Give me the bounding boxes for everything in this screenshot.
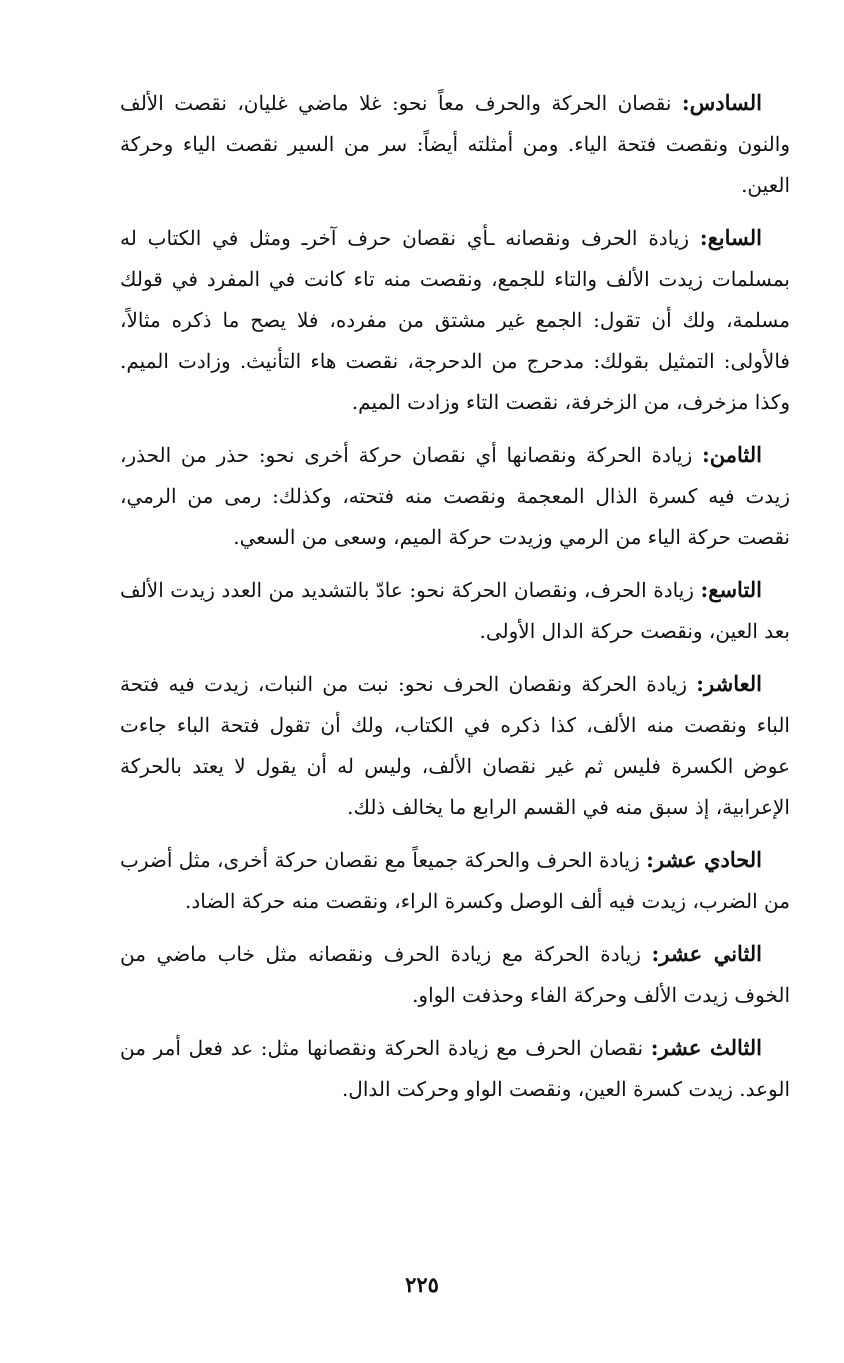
- paragraph-eleventh: [120, 839, 790, 922]
- paragraph-tenth: [120, 663, 790, 828]
- paragraph-heading: التاسع:: [700, 577, 763, 602]
- paragraph-twelfth: [120, 933, 790, 1016]
- paragraph-text: زيادة الحرف، ونقصان الحركة نحو: عادّ بالتشديد من العدد زيدت الألف بعد العين، ونقصت حركة الدال الأولى.: [120, 578, 790, 643]
- paragraph-ninth: [120, 569, 790, 652]
- paragraph-thirteenth: [120, 1027, 790, 1110]
- paragraph-heading: العاشر:: [696, 671, 762, 696]
- paragraph-text: نقصان الحركة والحرف معاً نحو: غلا ماضي غليان، نقصت الألف والنون ونقصت فتحة الياء. ومن أمثلته أيضاً: سر من السير نقصت الياء وحركة العين.: [120, 91, 790, 197]
- paragraph-heading: الثالث عشر:: [650, 1035, 763, 1060]
- paragraph-heading: السابع:: [699, 225, 763, 250]
- paragraph-text: زيادة الحركة ونقصانها أي نقصان حركة أخرى نحو: حذر من الحذر، زيدت فيه كسرة الذال المعجمة ونقصت منه فتحته، وكذلك: رمى من الرمي، نقصت حركة الياء من الرمي وزيدت حركة الميم، وسعى من السعي.: [120, 443, 790, 549]
- paragraph-seventh: [120, 217, 790, 423]
- paragraph-sixth: [120, 82, 790, 206]
- paragraph-text: زيادة الحركة مع زيادة الحرف ونقصانه مثل خاب ماضي من الخوف زيدت الألف وحركة الفاء وحذفت الواو.: [120, 942, 790, 1007]
- paragraph-text: زيادة الحركة ونقصان الحرف نحو: نبت من النبات، زيدت فيه فتحة الباء ونقصت منه الألف، كذا ذكره في الكتاب، ولك أن تقول فتحة الباء جاءت عوض الكسرة فليس ثم غير نقصان الألف، وليس له أن يقول لا يعتد بالحركة الإعرابية، إذ سبق منه في القسم الرابع ما يخالف ذلك.: [120, 672, 790, 819]
- paragraph-text: زيادة الحرف والحركة جميعاً مع نقصان حركة أخرى، مثل أضرب من الضرب، زيدت فيه ألف الوصل وكسرة الراء، ونقصت منه حركة الضاد.: [120, 848, 790, 913]
- page-body: [120, 82, 790, 1121]
- paragraph-text: نقصان الحرف مع زيادة الحركة ونقصانها مثل: عد فعل أمر من الوعد. زيدت كسرة العين، ونقصت الواو وحركت الدال.: [120, 1036, 790, 1101]
- paragraph-heading: الحادي عشر:: [646, 847, 763, 872]
- paragraph-text: زيادة الحرف ونقصانه ـأي نقصان حرف آخرـ ومثل في الكتاب له بمسلمات زيدت الألف والتاء للجمع، ونقصت منه تاء كانت في المفرد في قولك مسلمة، ولك أن تقول: الجمع غير مشتق من مفرده، فلا يصح ما ذكره مثالاً، فالأولى: التمثيل بقولك: مدحرج من الدحرجة، نقصت هاء التأنيث. وزادت الميم. وكذا مزخرف، من الزخرفة، نقصت التاء وزادت الميم.: [120, 226, 790, 414]
- paragraph-heading: الثاني عشر:: [651, 941, 763, 966]
- paragraph-heading: السادس:: [681, 90, 763, 115]
- paragraph-eighth: [120, 434, 790, 558]
- page-number: ٢٢٥: [405, 1272, 439, 1297]
- paragraph-heading: الثامن:: [702, 442, 762, 467]
